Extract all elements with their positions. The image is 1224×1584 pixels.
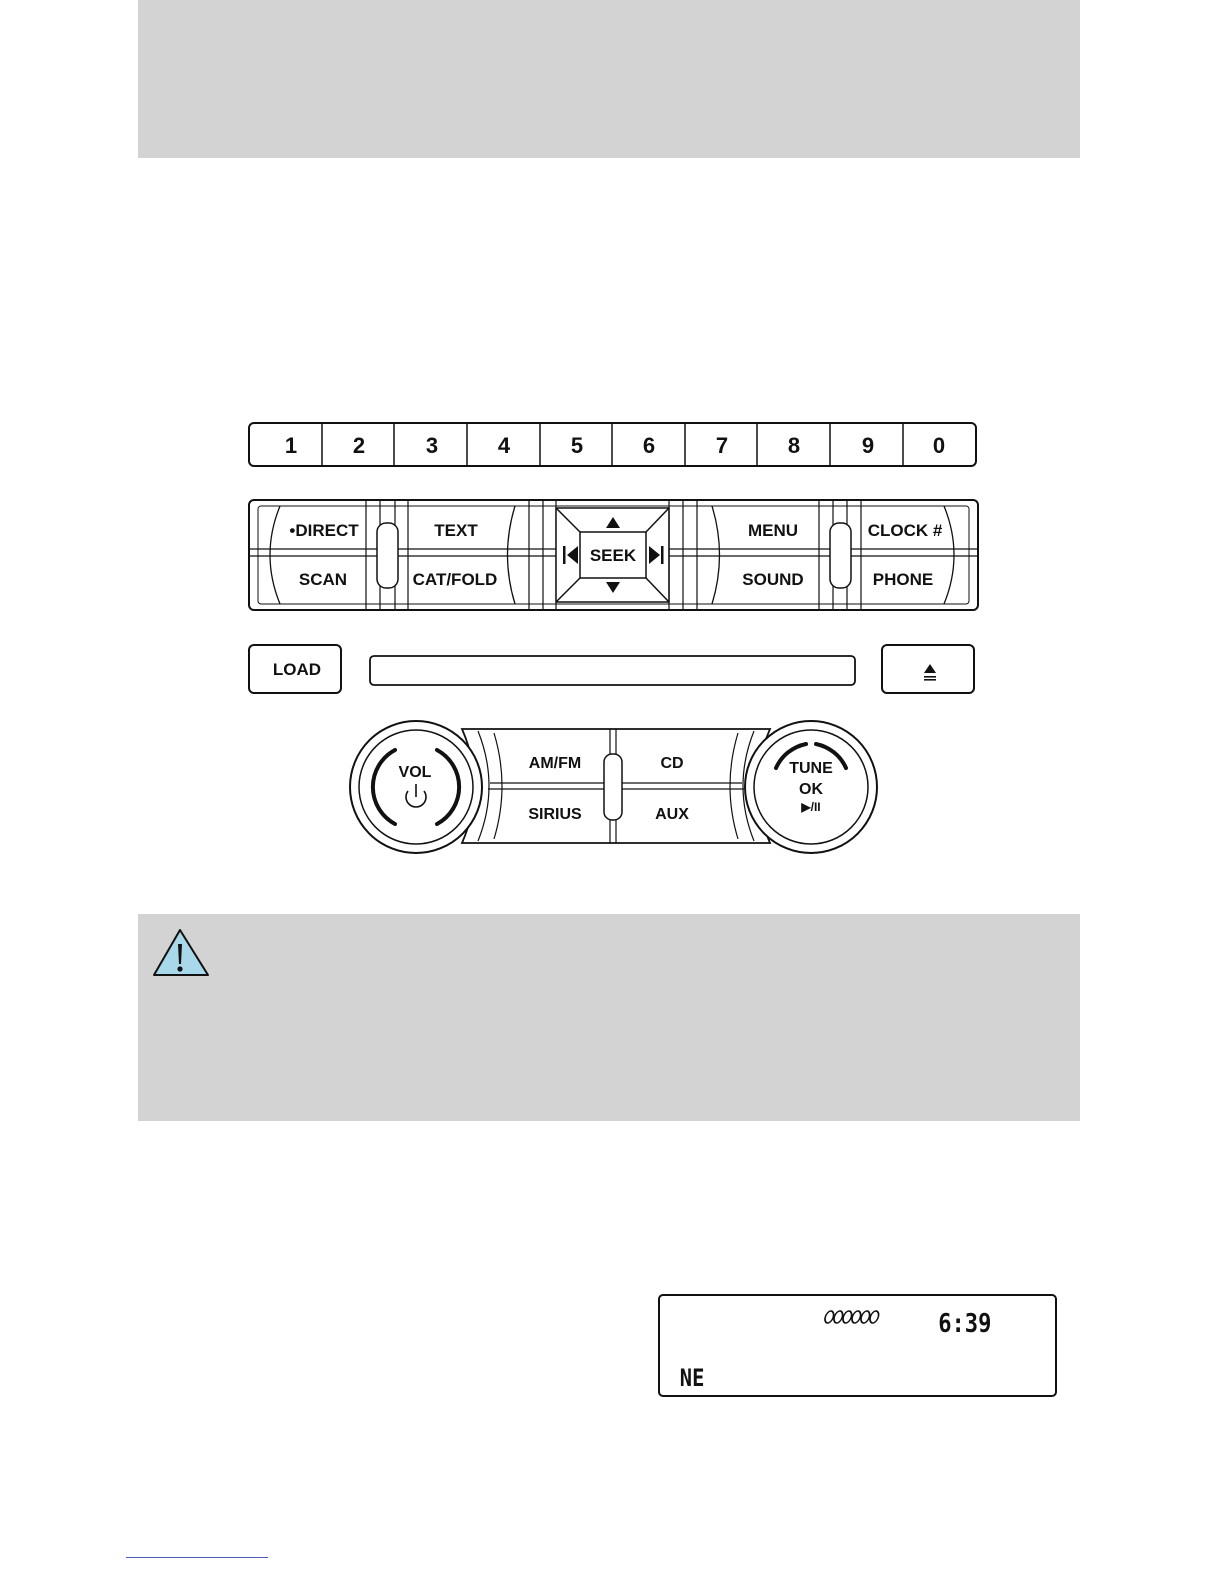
play-pause-icon: ▶/II — [801, 800, 821, 814]
text-button[interactable]: TEXT — [434, 521, 478, 540]
load-row — [249, 645, 974, 693]
preset-9-button[interactable]: 9 — [861, 433, 875, 458]
seek-button[interactable]: SEEK — [589, 546, 637, 565]
preset-1-button[interactable]: 1 — [284, 433, 298, 458]
compass-readout: NE — [679, 1364, 705, 1393]
preset-3-button[interactable]: 3 — [425, 433, 439, 458]
preset-bar — [249, 423, 976, 466]
cd-button[interactable]: CD — [660, 755, 684, 772]
cd-slot — [370, 656, 855, 685]
warning-icon — [152, 928, 212, 978]
cat-fold-button[interactable]: CAT/FOLD — [412, 570, 498, 589]
preset-4-button[interactable]: 4 — [497, 433, 511, 458]
preset-6-button[interactable]: 6 — [642, 433, 656, 458]
scan-button[interactable]: SCAN — [298, 570, 348, 589]
warning-box — [138, 914, 1080, 1121]
ok-button[interactable]: OK — [799, 781, 823, 798]
source-panel — [350, 721, 877, 853]
preset-2-button[interactable]: 2 — [352, 433, 366, 458]
aux-button[interactable]: AUX — [655, 806, 689, 823]
sound-button[interactable]: SOUND — [742, 570, 804, 589]
menu-button[interactable]: MENU — [747, 521, 799, 540]
radio-display — [656, 1292, 1060, 1402]
sirius-button[interactable]: SIRIUS — [528, 806, 582, 823]
amfm-button[interactable]: AM/FM — [528, 755, 582, 772]
tune-knob[interactable]: TUNE — [789, 760, 833, 777]
clock-button[interactable]: CLOCK # — [867, 521, 943, 540]
clock-readout: 6:39 — [938, 1308, 992, 1339]
preset-5-button[interactable]: 5 — [570, 433, 584, 458]
preset-7-button[interactable]: 7 — [715, 433, 729, 458]
preset-8-button[interactable]: 8 — [787, 433, 801, 458]
vol-knob[interactable]: VOL — [398, 764, 432, 781]
footer-link-underline — [126, 1557, 268, 1558]
load-button[interactable]: LOAD — [272, 660, 322, 679]
direct-button[interactable]: •DIRECT — [289, 521, 359, 540]
preset-0-button[interactable]: 0 — [932, 433, 946, 458]
phone-button[interactable]: PHONE — [872, 570, 934, 589]
